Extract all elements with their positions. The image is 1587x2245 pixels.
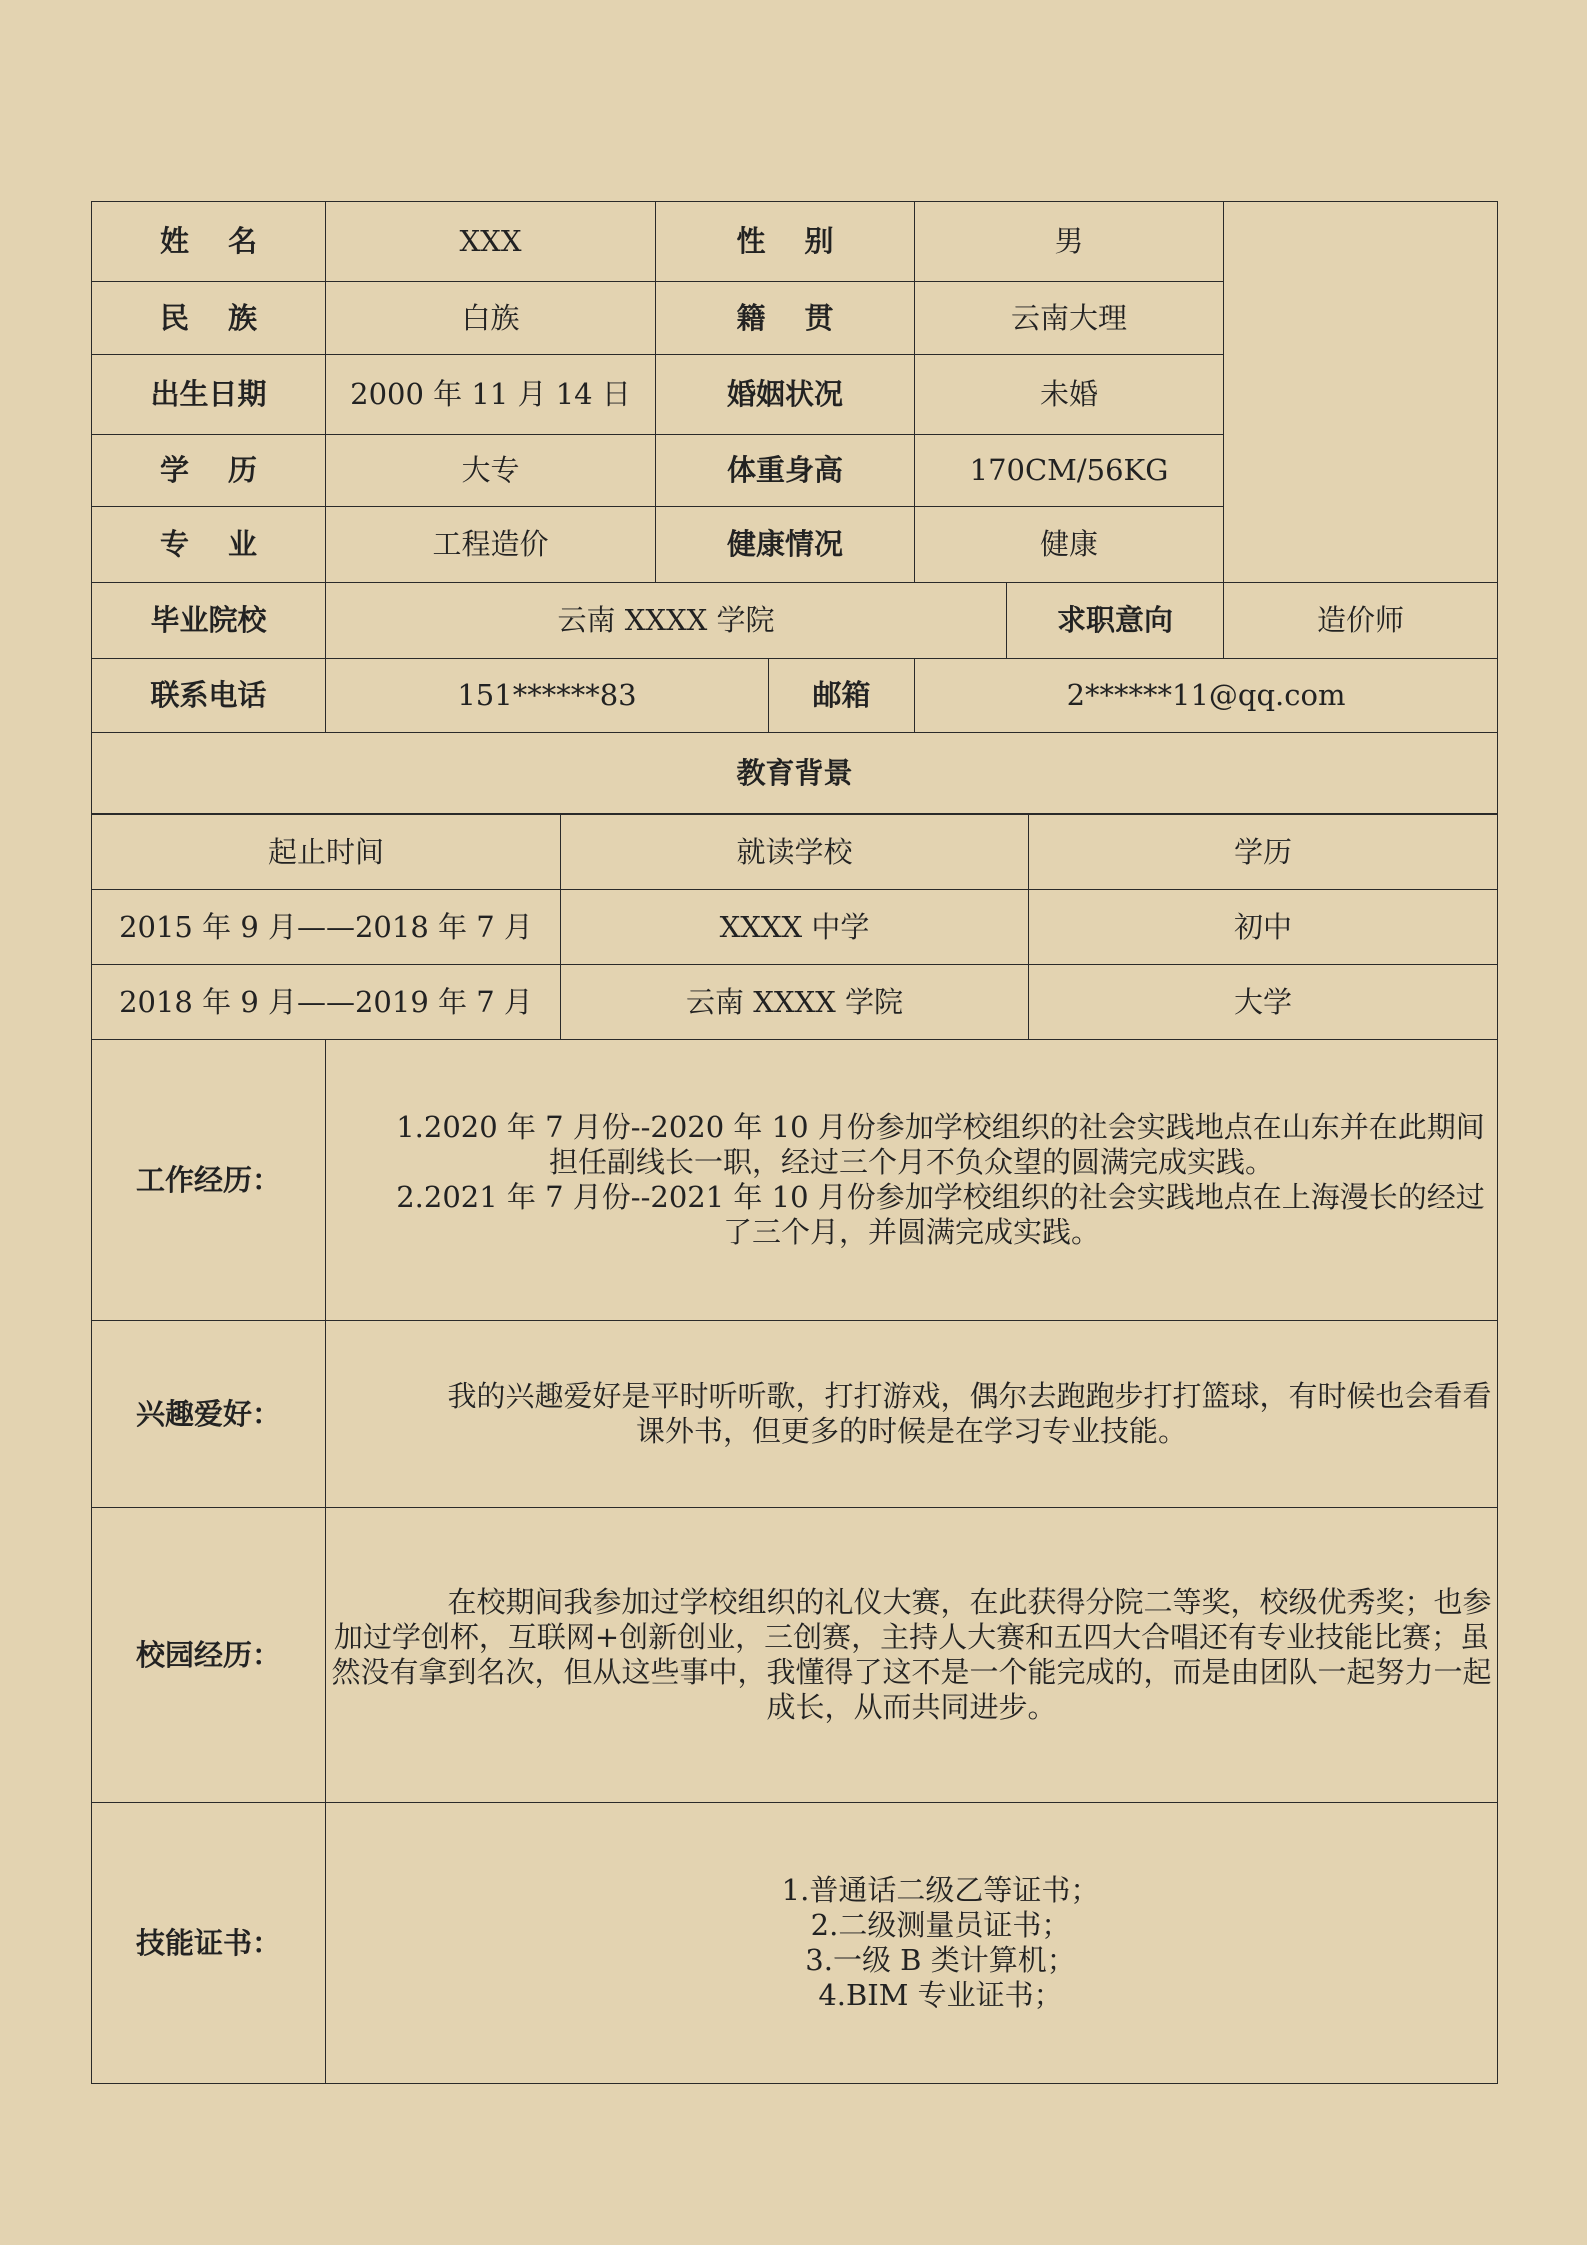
objective-label: 求职意向 xyxy=(1007,583,1224,659)
education-table xyxy=(91,814,1498,1040)
edu-header-school: 就读学校 xyxy=(561,815,1029,890)
birth-value: 2000 年 11 月 14 日 xyxy=(326,355,656,435)
edu-header-degree: 学历 xyxy=(1029,815,1498,890)
edu-period: 2018 年 9 月——2019 年 7 月 xyxy=(92,965,561,1040)
major-label: 专 业 xyxy=(92,507,326,583)
phone-label: 联系电话 xyxy=(92,659,326,733)
education-level-label: 学 历 xyxy=(92,435,326,507)
email-value: 2******11@qq.com xyxy=(915,659,1498,733)
phone-value: 151******83 xyxy=(326,659,769,733)
hobbies-text: 我的兴趣爱好是平时听听歌，打打游戏，偶尔去跑跑步打打篮球，有时候也会看看课外书，但更多的时候是在学习专业技能。 xyxy=(447,1379,1492,1448)
name-value: XXX xyxy=(326,202,656,282)
major-value: 工程造价 xyxy=(326,507,656,583)
skills-content xyxy=(326,1803,1498,2084)
work-label: 工作经历： xyxy=(92,1040,326,1321)
photo-placeholder xyxy=(1224,202,1498,583)
skill-item: 2.二级测量员证书； xyxy=(810,1908,1071,1943)
edu-degree: 大学 xyxy=(1029,965,1498,1040)
health-value: 健康 xyxy=(915,507,1224,583)
skills-label: 技能证书： xyxy=(92,1803,326,2084)
skill-item: 1.普通话二级乙等证书； xyxy=(781,1873,1100,1908)
skill-item: 3.一级 B 类计算机； xyxy=(805,1943,1076,1977)
ethnicity-value: 白族 xyxy=(326,282,656,355)
hobbies-label: 兴趣爱好： xyxy=(92,1321,326,1508)
objective-value: 造价师 xyxy=(1224,583,1498,659)
name-label: 姓 名 xyxy=(92,202,326,282)
marital-label: 婚姻状况 xyxy=(656,355,915,435)
edu-period: 2015 年 9 月——2018 年 7 月 xyxy=(92,890,561,965)
school-label: 毕业院校 xyxy=(92,583,326,659)
ethnicity-label: 民 族 xyxy=(92,282,326,355)
edu-degree: 初中 xyxy=(1029,890,1498,965)
school-value: 云南 XXXX 学院 xyxy=(326,583,1007,659)
email-label: 邮箱 xyxy=(769,659,915,733)
skill-item: 4.BIM 专业证书； xyxy=(818,1977,1063,2012)
work-item: 1.2020 年 7 月份--2020 年 10 月份参加学校组织的社会实践地点在山东并在此期间担任副线长一职，经过三个月不负众望的圆满完成实践。 xyxy=(396,1110,1485,1180)
table-row xyxy=(92,965,1498,1040)
body-label: 体重身高 xyxy=(656,435,915,507)
edu-header-period: 起止时间 xyxy=(92,815,561,890)
marital-value: 未婚 xyxy=(915,355,1224,435)
body-value: 170CM/56KG xyxy=(915,435,1224,507)
edu-school: XXXX 中学 xyxy=(561,890,1029,965)
hobbies-content xyxy=(326,1321,1498,1508)
origin-value: 云南大理 xyxy=(915,282,1224,355)
work-item: 2.2021 年 7 月份--2021 年 10 月份参加学校组织的社会实践地点在上海漫长的经过了三个月，并圆满完成实践。 xyxy=(396,1180,1485,1249)
experience-table xyxy=(91,1039,1498,2084)
gender-label: 性 别 xyxy=(656,202,915,282)
gender-value: 男 xyxy=(915,202,1224,282)
origin-label: 籍 贯 xyxy=(656,282,915,355)
campus-text: 在校期间我参加过学校组织的礼仪大赛，在此获得分院二等奖，校级优秀奖；也参加过学创杯，互联网+创新创业，三创赛，主持人大赛和五四大合唱还有专业技能比赛；虽然没有拿到名次，但从这些事中，我懂得了这不是一个能完成的，而是由团队一起努力一起成长，从而共同进步。 xyxy=(331,1585,1492,1724)
table-row xyxy=(92,890,1498,965)
edu-school: 云南 XXXX 学院 xyxy=(561,965,1029,1040)
birth-label: 出生日期 xyxy=(92,355,326,435)
work-content xyxy=(326,1040,1498,1321)
resume-table xyxy=(91,201,1498,814)
campus-label: 校园经历： xyxy=(92,1508,326,1803)
education-level-value: 大专 xyxy=(326,435,656,507)
education-section-title: 教育背景 xyxy=(92,733,1498,814)
campus-content xyxy=(326,1508,1498,1803)
health-label: 健康情况 xyxy=(656,507,915,583)
